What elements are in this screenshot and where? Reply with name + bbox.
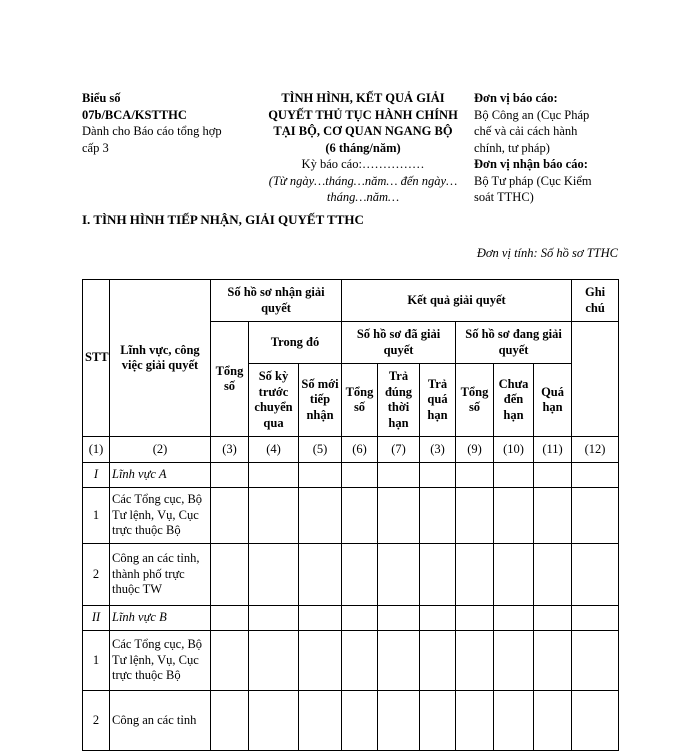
- column-number: (11): [534, 437, 572, 463]
- report-title-line-4: (6 tháng/năm): [325, 140, 401, 155]
- column-number: (3): [420, 437, 456, 463]
- data-cell: [342, 544, 378, 606]
- data-cell: [249, 488, 299, 544]
- data-cell: [299, 631, 342, 691]
- data-cell: [342, 606, 378, 631]
- form-scope-line-2: cấp 3: [82, 140, 109, 155]
- header-received: Số hồ sơ nhận giải quyết: [211, 280, 342, 322]
- header-received-total: Tổng số: [211, 322, 249, 437]
- form-number-label: Biểu số: [82, 91, 121, 105]
- data-cell: [249, 544, 299, 606]
- form-code: 07b/BCA/KSTTHC: [82, 107, 187, 122]
- row-label: Công an các tỉnh: [110, 691, 211, 751]
- header-overdue: Quá hạn: [534, 364, 572, 437]
- header-field: Lĩnh vực, công việc giải quyết: [110, 280, 211, 437]
- data-cell: [378, 631, 420, 691]
- data-cell: [534, 544, 572, 606]
- report-title-line-1: TÌNH HÌNH, KẾT QUẢ GIẢI: [281, 91, 445, 105]
- header-resolved-total: Tổng số: [342, 364, 378, 437]
- group-index: I: [83, 463, 110, 488]
- data-cell: [249, 606, 299, 631]
- data-cell: [249, 631, 299, 691]
- data-cell: [456, 606, 494, 631]
- units-block: [474, 90, 634, 206]
- data-cell: [378, 606, 420, 631]
- data-cell: [494, 606, 534, 631]
- report-title-line-2: QUYẾT THỦ TỤC HÀNH CHÍNH: [268, 107, 458, 122]
- data-cell: [420, 606, 456, 631]
- data-cell: [299, 544, 342, 606]
- reporting-unit-line-1: Bộ Công an (Cục Pháp: [474, 107, 590, 122]
- column-number: (4): [249, 437, 299, 463]
- data-cell: [534, 463, 572, 488]
- reporting-unit-label: Đơn vị báo cáo:: [474, 91, 558, 105]
- group-index: II: [83, 606, 110, 631]
- table-row: [83, 544, 619, 606]
- data-cell: [211, 606, 249, 631]
- data-cell: [494, 463, 534, 488]
- data-cell: [420, 463, 456, 488]
- header-late: Trả quá hạn: [420, 364, 456, 437]
- header-note-blank: [572, 322, 619, 437]
- header-note: Ghi chú: [572, 280, 619, 322]
- report-range-line-1: (Từ ngày…tháng…năm… đến ngày…: [268, 173, 458, 188]
- group-label: Lĩnh vực B: [110, 606, 211, 631]
- data-cell: [420, 488, 456, 544]
- header-stt: STT: [83, 280, 110, 437]
- report-table: [82, 279, 619, 751]
- data-cell: [534, 488, 572, 544]
- data-cell: [299, 606, 342, 631]
- header-results: Kết quả giải quyết: [342, 280, 572, 322]
- report-title-block: [252, 90, 474, 206]
- header-of-which: Trong đó: [249, 322, 342, 364]
- column-number: (7): [378, 437, 420, 463]
- data-cell: [494, 544, 534, 606]
- data-cell: [211, 488, 249, 544]
- header-not-due: Chưa đến hạn: [494, 364, 534, 437]
- column-number: (1): [83, 437, 110, 463]
- data-cell: [342, 463, 378, 488]
- header-resolved: Số hồ sơ đã giải quyết: [342, 322, 456, 364]
- data-cell: [572, 606, 619, 631]
- data-cell: [534, 631, 572, 691]
- column-number-row: [83, 437, 619, 463]
- data-cell: [342, 631, 378, 691]
- group-label: Lĩnh vực A: [110, 463, 211, 488]
- data-cell: [534, 606, 572, 631]
- header-pending-total: Tổng số: [456, 364, 494, 437]
- data-cell: [211, 631, 249, 691]
- data-cell: [378, 544, 420, 606]
- row-index: 2: [83, 691, 110, 751]
- data-cell: [299, 488, 342, 544]
- report-range-line-2: tháng…năm…: [326, 190, 400, 204]
- header-carried-over: Số kỳ trước chuyển qua: [249, 364, 299, 437]
- data-cell: [572, 631, 619, 691]
- data-cell: [572, 544, 619, 606]
- unit-note: Đơn vị tính: Số hồ sơ TTHC: [476, 246, 618, 260]
- row-index: 2: [83, 544, 110, 606]
- receiving-unit-line-1: Bộ Tư pháp (Cục Kiểm: [474, 173, 592, 188]
- column-number: (12): [572, 437, 619, 463]
- receiving-unit-label: Đơn vị nhận báo cáo:: [474, 157, 588, 171]
- column-number: (10): [494, 437, 534, 463]
- group-row: [83, 606, 619, 631]
- data-cell: [420, 544, 456, 606]
- data-cell: [494, 488, 534, 544]
- form-info: [82, 90, 257, 156]
- row-index: 1: [83, 631, 110, 691]
- column-number: (9): [456, 437, 494, 463]
- receiving-unit-line-2: soát TTHC): [474, 190, 534, 204]
- data-cell: [456, 631, 494, 691]
- report-period: Kỳ báo cáo:……………: [301, 157, 425, 171]
- data-cell: [378, 488, 420, 544]
- data-cell: [299, 463, 342, 488]
- header-on-time: Trả đúng thời hạn: [378, 364, 420, 437]
- data-cell: [572, 463, 619, 488]
- table-row: [83, 631, 619, 691]
- reporting-unit-line-3: chính, tư pháp): [474, 140, 550, 155]
- section-title: I. TÌNH HÌNH TIẾP NHẬN, GIẢI QUYẾT TTHC: [82, 212, 364, 227]
- data-cell: [494, 631, 534, 691]
- reporting-unit-line-2: chế và cải cách hành: [474, 124, 578, 138]
- row-label: Các Tổng cục, Bộ Tư lệnh, Vụ, Cục trực thuộc Bộ: [110, 631, 211, 691]
- header-pending: Số hồ sơ đang giải quyết: [456, 322, 572, 364]
- data-cell: [456, 463, 494, 488]
- data-cell: [342, 488, 378, 544]
- report-title-line-3: TẠI BỘ, CƠ QUAN NGANG BỘ: [273, 124, 453, 138]
- data-cell: [378, 463, 420, 488]
- column-number: (3): [211, 437, 249, 463]
- row-label: Công an các tỉnh, thành phố trực thuộc TW: [110, 544, 211, 606]
- table-row: [83, 488, 619, 544]
- group-row: [83, 463, 619, 488]
- row-label: Các Tổng cục, Bộ Tư lệnh, Vụ, Cục trực thuộc Bộ: [110, 488, 211, 544]
- row-index: 1: [83, 488, 110, 544]
- column-number: (5): [299, 437, 342, 463]
- form-scope-line-1: Dành cho Báo cáo tổng hợp: [82, 124, 222, 138]
- data-cell: [211, 463, 249, 488]
- data-cell: [420, 631, 456, 691]
- data-cell: [211, 544, 249, 606]
- column-number: (2): [110, 437, 211, 463]
- data-cell: [456, 488, 494, 544]
- header-new-received: Số mới tiếp nhận: [299, 364, 342, 437]
- data-cell: [572, 488, 619, 544]
- column-number: (6): [342, 437, 378, 463]
- data-cell: [249, 463, 299, 488]
- data-cell: [456, 544, 494, 606]
